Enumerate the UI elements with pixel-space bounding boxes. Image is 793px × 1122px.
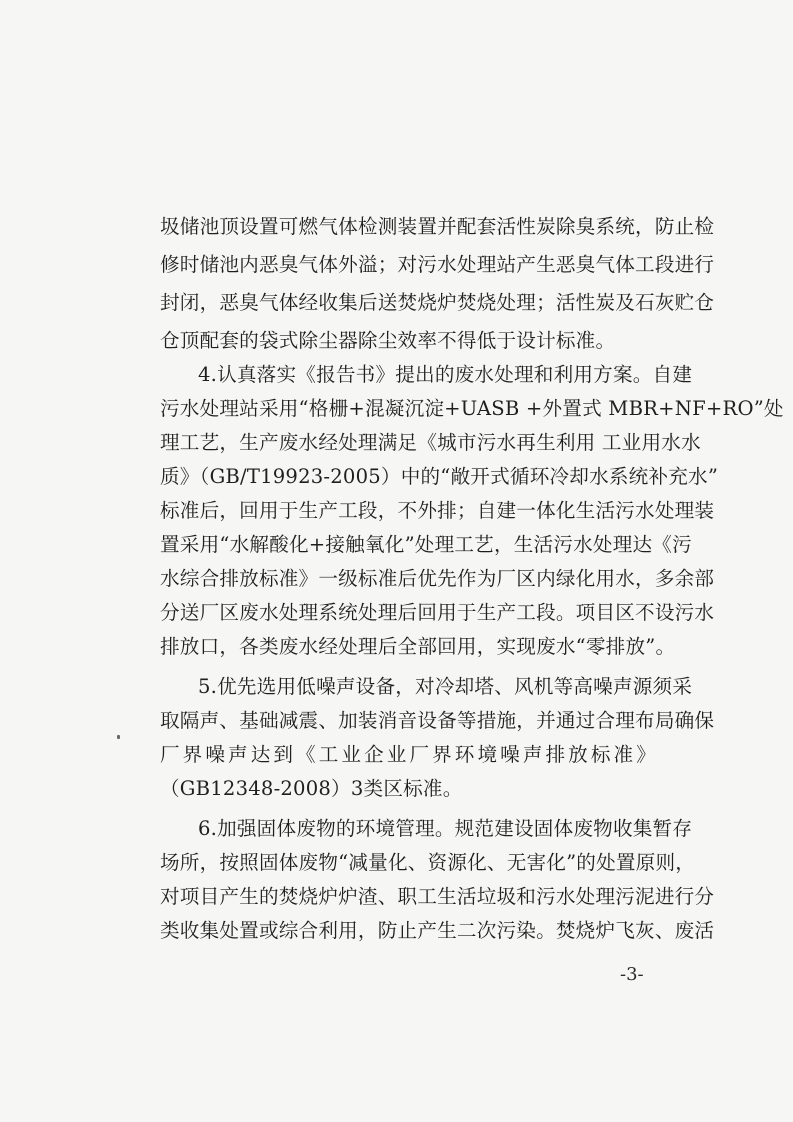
text-line: 排放口，各类废水经处理后全部回用，实现废水“零排放”。 bbox=[160, 635, 676, 658]
text-line: 质》（GB/T19923-2005）中的“敞开式循环冷却水系统补充水” bbox=[160, 465, 719, 488]
text-line: 水综合排放标准》一级标准后优先作为厂区内绿化用水，多余部 bbox=[160, 567, 715, 590]
page-number: -3- bbox=[620, 964, 644, 985]
text-line: 6.加强固体废物的环境管理。规范建设固体废物收集暂存 bbox=[198, 817, 693, 840]
text-line: 修时储池内恶臭气体外溢；对污水处理站产生恶臭气体工段进行 bbox=[160, 253, 715, 276]
text-line: 仓顶配套的袋式除尘器除尘效率不得低于设计标准。 bbox=[160, 329, 616, 352]
text-line: 封闭，恶臭气体经收集后送焚烧炉焚烧处理；活性炭及石灰贮仓 bbox=[160, 291, 715, 314]
text-line: 置采用“水解酸化+接触氧化”处理工艺，生活污水处理达《污 bbox=[160, 533, 692, 556]
text-line: 5.优先选用低噪声设备，对冷却塔、风机等高噪声源须采 bbox=[198, 675, 693, 698]
text-line: 4.认真落实《报告书》提出的废水处理和利用方案。自建 bbox=[198, 363, 693, 386]
text-line: 对项目产生的焚烧炉炉渣、职工生活垃圾和污水处理污泥进行分 bbox=[160, 885, 715, 908]
text-line: 取隔声、基础减震、加装消音设备等措施，并通过合理布局确保 bbox=[160, 709, 715, 732]
text-line: 类收集处置或综合利用，防止产生二次污染。焚烧炉飞灰、废活 bbox=[160, 919, 715, 942]
text-line: 厂界噪声达到《工业企业厂界环境噪声排放标准》 bbox=[160, 743, 656, 766]
text-line: 场所，按照固体废物“减量化、资源化、无害化”的处置原则， bbox=[160, 851, 696, 874]
text-line: 分送厂区废水处理系统处理后回用于生产工段。项目区不设污水 bbox=[160, 601, 715, 624]
text-line: 标准后，回用于生产工段，不外排；自建一体化生活污水处理装 bbox=[160, 499, 715, 522]
text-line: 圾储池顶设置可燃气体检测装置并配套活性炭除臭系统，防止检 bbox=[160, 215, 715, 238]
text-line: 理工艺，生产废水经处理满足《城市污水再生利用 工业用水水 bbox=[160, 431, 701, 454]
text-line: （GB12348-2008）3类区标准。 bbox=[160, 777, 463, 800]
scan-speck bbox=[117, 735, 120, 739]
text-line: 污水处理站采用“格栅+混凝沉淀+UASB +外置式 MBR+NF+RO”处 bbox=[160, 397, 784, 420]
